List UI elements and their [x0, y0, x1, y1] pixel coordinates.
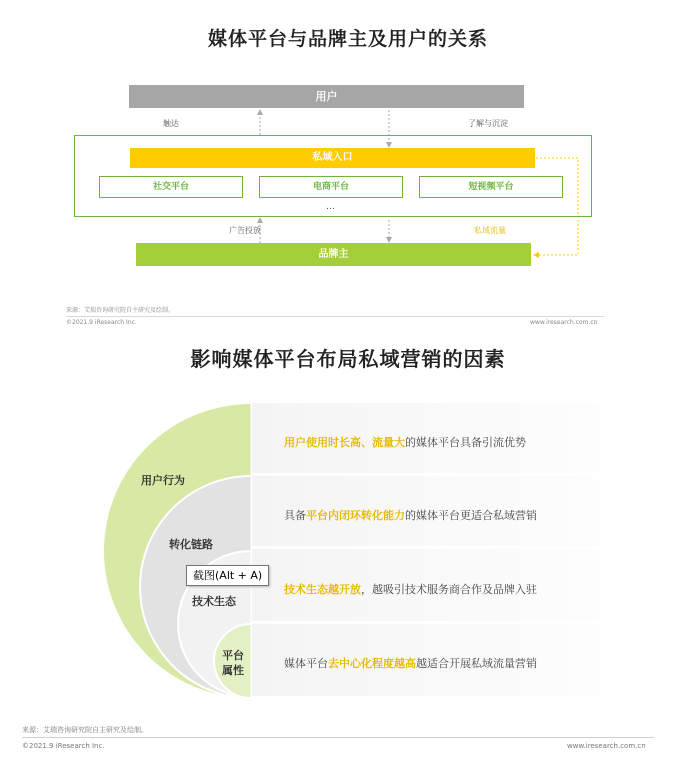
layer-label-platform-attribute-line1: 平台 — [222, 649, 244, 662]
figure2-copyright: ©2021.9 iResearch Inc. — [22, 742, 105, 750]
understand-label: 了解与沉淀 — [468, 119, 508, 128]
factor-3-rest: ，越吸引技术服务商合作及品牌入驻 — [361, 583, 537, 596]
factor-text-4 — [284, 655, 537, 671]
layer-label-tech-ecosystem: 技术生态 — [192, 595, 236, 608]
figure1-website: www.iresearch.com.cn — [530, 319, 598, 326]
figure2-source: 来源：艾瑞咨询研究院自主研究及绘制。 — [22, 726, 148, 734]
factor-1-highlight: 用户使用时长高、流量大 — [284, 436, 405, 449]
platform-box-ecommerce: 电商平台 — [259, 176, 403, 198]
factor-2-rest: 的媒体平台更适合私域营销 — [405, 509, 537, 522]
private-entry-bar: 私域入口 — [130, 148, 535, 168]
factor-1-rest: 的媒体平台具备引流优势 — [405, 436, 526, 449]
users-bar: 用户 — [129, 85, 524, 108]
factor-text-2 — [284, 507, 537, 523]
ads-label: 广告投放 — [229, 226, 261, 235]
figure1-title: 媒体平台与品牌主及用户的关系 — [207, 28, 488, 50]
figure1-source: 来源：艾瑞咨询研究院自主研究及绘制。 — [66, 307, 175, 314]
figure1-copyright: ©2021.9 iResearch Inc. — [66, 319, 137, 326]
private-traffic-label: 私域流量 — [474, 226, 506, 235]
platform-ellipsis: … — [326, 202, 335, 212]
factor-text-3 — [284, 581, 537, 597]
layer-label-platform-attribute — [222, 648, 244, 678]
figure2-website: www.iresearch.com.cn — [567, 742, 646, 750]
factor-4-highlight: 去中心化程度越高 — [328, 657, 416, 670]
layer-label-platform-attribute-line2: 属性 — [222, 664, 244, 677]
layer-label-user-behavior: 用户行为 — [141, 474, 185, 487]
factor-4-prefix: 媒体平台 — [284, 657, 328, 670]
reach-label: 触达 — [163, 119, 179, 128]
factor-2-highlight: 平台内闭环转化能力 — [306, 509, 405, 522]
factor-2-prefix: 具备 — [284, 509, 306, 522]
factor-text-1 — [284, 434, 526, 450]
layer-label-conversion: 转化链路 — [169, 538, 213, 551]
platform-box-short-video: 短视频平台 — [419, 176, 563, 198]
platform-box-social: 社交平台 — [99, 176, 243, 198]
figure2-title: 影响媒体平台布局私域营销的因素 — [190, 347, 506, 371]
factor-4-rest: 越适合开展私域流量营销 — [416, 657, 537, 670]
screenshot-tooltip: 截图(Alt + A) — [186, 565, 269, 586]
figure2-footer-divider — [22, 737, 654, 738]
factor-3-highlight: 技术生态越开放 — [284, 583, 361, 596]
brand-bar: 品牌主 — [136, 243, 531, 266]
